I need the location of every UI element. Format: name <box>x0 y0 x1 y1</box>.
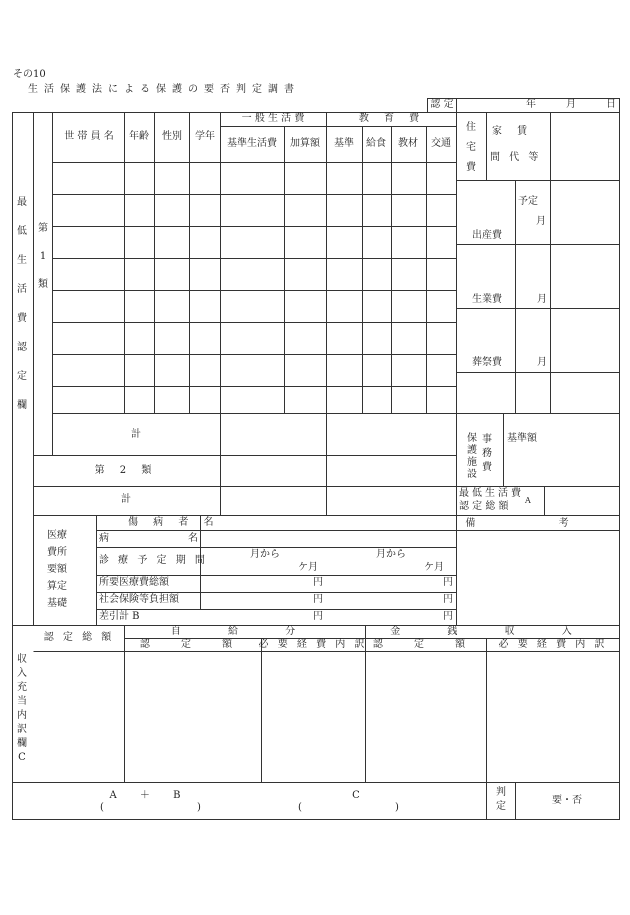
paren-close-2: ) <box>395 802 399 813</box>
min-total-l2: 認 定 総 額 <box>459 501 509 512</box>
yen-1b: 円 <box>443 577 453 588</box>
cash-income-header: 金 銭 収 入 <box>390 626 594 637</box>
balance-b: 差引計 B <box>99 611 140 622</box>
facility-label: 保護施設 <box>467 433 477 480</box>
housing-label: 住宅費 <box>466 122 476 173</box>
date-day: 日 <box>606 99 616 110</box>
period-label: 診 療 予 定 期 間 <box>99 555 208 566</box>
self-recognized: 認 定 額 <box>139 639 247 650</box>
period-from-2: 月から <box>376 549 406 560</box>
form-number: その10 <box>13 69 46 80</box>
a-plus-b: A ＋ B <box>109 790 191 801</box>
mark-a: A <box>525 496 531 505</box>
period-from-1: 月から <box>250 549 280 560</box>
yen-2a: 円 <box>313 594 323 605</box>
base-amount: 基準額 <box>507 433 537 444</box>
col-edu-base: 基準 <box>334 138 354 149</box>
funeral-cost: 葬祭費 <box>472 357 502 368</box>
paren-open-2: ( <box>298 802 302 813</box>
class1-label: 第1類 <box>38 223 48 290</box>
illness-label: 病 <box>99 533 109 544</box>
yen-3b: 円 <box>443 611 453 622</box>
class1-total: 計 <box>131 429 141 440</box>
cash-expenses: 必 要 経 費 内 訳 <box>498 639 608 650</box>
min-living-total: 計 <box>121 494 131 505</box>
class2-label: 第 2 類 <box>94 465 158 476</box>
remarks-header: 備 考 <box>465 518 609 529</box>
rent-label: 家 賃 <box>492 126 534 137</box>
rent-etc-label: 間 代 等 <box>490 152 542 163</box>
period-months-2: ケ月 <box>424 562 444 573</box>
min-living-side-label: 最低生活費認定欄 <box>17 197 27 411</box>
scheduled-label: 予定 <box>518 196 538 207</box>
col-education: 教 育 費 <box>358 113 426 124</box>
col-household-member: 世 帯 員 名 <box>64 131 114 142</box>
col-addition: 加算額 <box>290 138 320 149</box>
paren-close-1: ) <box>197 802 201 813</box>
col-grade: 学年 <box>195 131 215 142</box>
occupation-cost: 生業費 <box>472 294 502 305</box>
date-month: 月 <box>566 99 576 110</box>
medical-side-label: 医療費所要額算定基礎 <box>47 530 67 609</box>
yen-1a: 円 <box>313 577 323 588</box>
nintei-label: 認 定 <box>430 99 454 110</box>
self-expenses: 必 要 経 費 内 訳 <box>258 639 368 650</box>
col-general-living: 一 般 生 活 費 <box>241 113 305 124</box>
income-total-header: 認 定 総 額 <box>43 632 115 643</box>
col-edu-transport: 交通 <box>431 138 451 149</box>
col-sex: 性別 <box>162 131 182 142</box>
cash-recognized: 認 定 額 <box>372 639 480 650</box>
illness-name-suffix: 名 <box>188 533 198 544</box>
self-supply-header: 自 給 分 <box>170 626 318 637</box>
occupation-month: 月 <box>537 294 547 305</box>
birth-cost: 出産費 <box>472 230 502 241</box>
social-insurance: 社会保険等負担額 <box>99 594 179 605</box>
date-year: 年 <box>526 99 536 110</box>
yen-2b: 円 <box>443 594 453 605</box>
col-base-living: 基準生活費 <box>227 138 277 149</box>
period-months-1: ケ月 <box>298 562 318 573</box>
col-edu-meal: 給食 <box>366 138 386 149</box>
c-label: C <box>352 790 360 801</box>
income-side-label: 収入充当内訳欄C <box>17 654 27 763</box>
judgement-label: 判定 <box>496 787 506 812</box>
total-medical-cost: 所要医療費総額 <box>99 577 169 588</box>
form-title: 生活保護法による保護の要否判定調書 <box>28 84 300 95</box>
judgement-result: 要・否 <box>552 795 582 806</box>
birth-month: 月 <box>536 216 546 227</box>
paren-open-1: ( <box>100 802 104 813</box>
disease-name-header: 傷 病 者 名 <box>128 517 220 528</box>
yen-3a: 円 <box>313 611 323 622</box>
col-edu-material: 教材 <box>398 138 418 149</box>
col-age: 年齢 <box>129 131 149 142</box>
funeral-month: 月 <box>537 357 547 368</box>
affairs-cost: 事務費 <box>482 434 492 473</box>
min-total-l1: 最低生活費 <box>459 488 524 499</box>
